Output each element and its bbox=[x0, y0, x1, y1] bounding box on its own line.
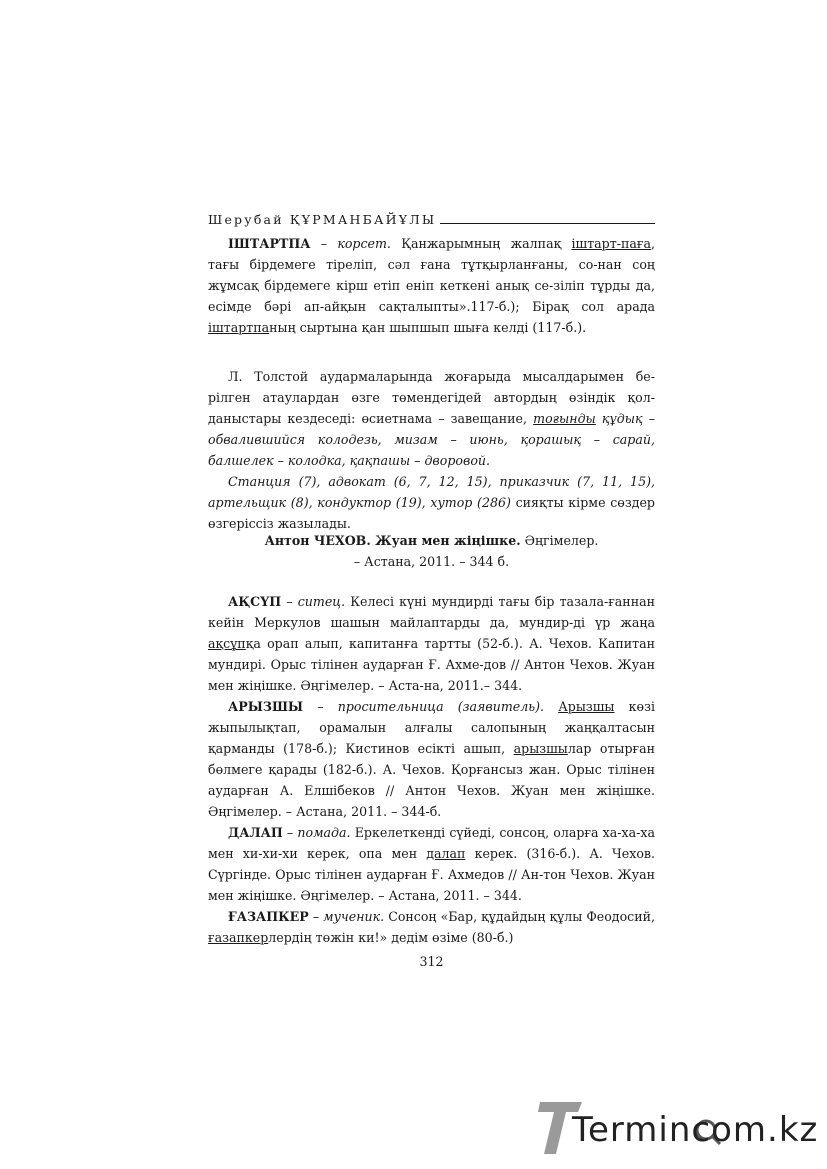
page-number: 312 bbox=[419, 954, 444, 969]
entry-term: АҚСҮП bbox=[228, 594, 282, 609]
underlined-term: ғазапкер bbox=[208, 930, 269, 945]
entry-term: ДАЛАП bbox=[228, 825, 283, 840]
running-head-rule bbox=[440, 223, 655, 224]
entry-ishtartpa: ІШТАРТПА – корсет. Қанжарымның жалпақ іштарт-паға, тағы бірдемеге тіреліп, сәл ғана тұтқырланғаны, со-нан соң жұмсақ бірдемеге кірш етіп еніп кеткені анық се-зіліп тұрды да, есімде бәрі ап-айқын сақталыпты».117-б.); Бірақ сол арада іштартпаның сыртына қан шыпшып шыға келді (117-б.). bbox=[208, 236, 655, 335]
entry-term: ҒАЗАПКЕР bbox=[228, 909, 309, 924]
entry-gloss: ситец. bbox=[297, 594, 346, 609]
entry-aryzshy: АРЫЗШЫ – просительница (заявитель). Арызшы көзі жыпылықтап, орамалын алғалы салопының жаңқалтасын қарманды (178-б.); Кистинов есікті ашып, арызшылар отырған бөлмеге қарады (182-б.). А. Чехов. Қорғансыз жан. Орыс тілінен аударған А. Елшібеков // Антон Чехов. Жуан мен жіңішке. Әңгімелер. – Астана, 2011. – 344-б. bbox=[208, 699, 655, 819]
tolstoy-paragraph: Л. Толстой аудармаларында жоғарыда мысалдарымен бе-рілген атаулардан өзге төмендегідей автордың өзіндік қол-даныстары кездеседі: өсиетнама – завещание, тоғынды құдық – обвалившийся колодезь, мизам – июнь, қорашық – сарай, балшелек – колодка, қақпашы – дворовой. Станция (7), адвокат (6, 7, 12, 15), приказчик (7, 11, 15), артельщик (8), кондуктор (19), хутор (286) сияқты кірме сөздер өзгеріссіз жазылады. bbox=[208, 369, 655, 531]
entry-gazapker: ҒАЗАПКЕР – мученик. Сонсоң «Бар, құдайдың құлы Феодосий, ғазапкерлердің төжін ки!» дедім өзіме (80-б.) bbox=[208, 909, 655, 945]
entry-gloss: корсет. bbox=[337, 236, 391, 251]
entry-gloss: помада. bbox=[297, 825, 351, 840]
source-imprint: – Астана, 2011. – 344 б. bbox=[353, 554, 510, 569]
entry-dalap: ДАЛАП – помада. Еркелеткенді сүйеді, сонсоң, оларға ха-ха-ха мен хи-хи-хи керек, опа мен далап керек. (316-б.). А. Чехов. Сүргінде. Орыс тілінен аударған Ғ. Ахмедов // Ан-тон Чехов. Жуан мен жіңішке. Әңгімелер. – Астана, 2011. – 344. bbox=[208, 825, 655, 903]
running-head bbox=[208, 212, 655, 227]
underlined-term: ақсұп bbox=[208, 636, 246, 651]
entry-aksup: АҚСҮП – ситец. Келесі күні мундирді тағы бір тазала-ғаннан кейін Меркулов шашын майлаптарды да, мундир-ді үр жаңа ақсұпқа орап алып, капитанға тартты (52-б.). А. Чехов. Капитан мундирі. Орыс тілінен аударған Ғ. Ахме-дов // Антон Чехов. Жуан мен жіңішке. Әңгімелер. – Аста-на, 2011.– 344. bbox=[208, 594, 655, 693]
underlined-term: іштартпа bbox=[208, 320, 270, 335]
entry-gloss: просительница (заявитель). bbox=[337, 699, 545, 714]
underlined-term: тоғынды bbox=[533, 411, 596, 426]
termincom-logo[interactable] bbox=[536, 1096, 819, 1158]
underlined-term: Арызшы bbox=[558, 699, 615, 714]
underlined-term: арызшы bbox=[513, 741, 568, 756]
running-head-author: Шерубай ҚҰРМАНБАЙҰЛЫ bbox=[208, 212, 437, 227]
source-title: Антон ЧЕХОВ. Жуан мен жіңішке. bbox=[264, 533, 521, 548]
entries-chekhov bbox=[208, 591, 655, 948]
source-heading: Антон ЧЕХОВ. Жуан мен жіңішке. Әңгімелер. – Астана, 2011. – 344 б. bbox=[208, 530, 655, 572]
underlined-term: іштарт-паға bbox=[571, 236, 651, 251]
entry-term: ІШТАРТПА bbox=[228, 236, 311, 251]
entry-term: АРЫЗШЫ bbox=[228, 699, 304, 714]
logo-text: Termincom.kz bbox=[572, 1110, 819, 1150]
entry-gloss: мученик. bbox=[323, 909, 385, 924]
underlined-term: далап bbox=[426, 846, 466, 861]
